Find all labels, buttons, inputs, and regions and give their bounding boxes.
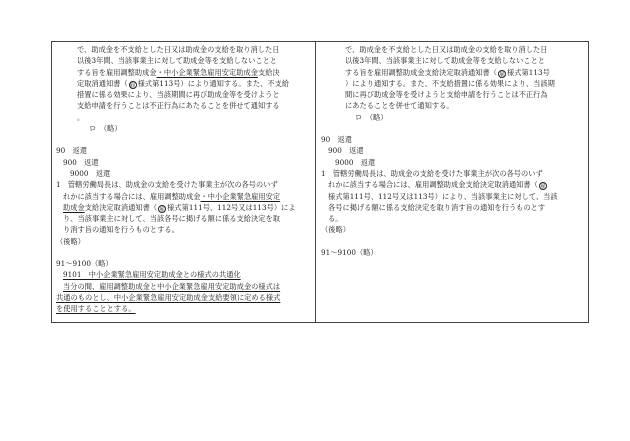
right-column-current xyxy=(316,42,588,322)
text-line xyxy=(56,191,315,202)
text-fragment: する旨を雇用調整助成金支給決定取消通知書（ xyxy=(345,67,497,77)
circled-char-icon: 雇 xyxy=(129,82,136,89)
text-fragment: 支給決 xyxy=(257,67,280,77)
heading-91-9100: 91～9100（略） xyxy=(321,247,378,257)
heading-900: 900 返還 xyxy=(63,157,99,167)
text-line: 共通のものとし、中小企業緊急雇用安定助成金支給要領に定める様式 xyxy=(56,292,281,302)
left-paragraph-notice xyxy=(52,44,315,134)
heading-90: 90 返還 xyxy=(321,135,352,145)
text-fragment: れかに該当する場合には、雇用調整助成金 xyxy=(63,191,201,201)
text-line: で、助成金を不支給とした日又は助成金の支給を取り消した日 xyxy=(77,45,280,54)
text-fragment: 様式第113号）により通知する。また、不支給 xyxy=(137,78,290,88)
heading-91-9100: 91～9100（略） xyxy=(56,259,113,269)
text-line: り、当該事業主に対して、当該各号に掲げる額に係る支給決定を取 xyxy=(63,214,280,224)
inserted-text: ・中小企業緊急雇用安定助成金 xyxy=(156,67,258,77)
text-line: り消す旨の通知を行うものとする。 xyxy=(63,225,179,235)
text-line xyxy=(77,67,315,78)
circled-char-icon: 雇 xyxy=(159,206,165,213)
text-line: 以後3年間、当該事業主に対して助成金等を支給しないことと xyxy=(345,56,546,66)
after-omitted: （後略） xyxy=(56,236,85,246)
heading-9000: 9000 返還 xyxy=(335,157,376,167)
text-fragment: 定取消通知書（ xyxy=(77,78,128,88)
text-line: 。 xyxy=(77,112,85,122)
heading-90: 90 返還 xyxy=(56,146,87,156)
text-line: る。 xyxy=(328,214,343,224)
heading-9000: 9000 返還 xyxy=(70,168,111,178)
after-omitted: （後略） xyxy=(321,225,350,235)
heading-900: 900 返還 xyxy=(328,146,364,156)
right-section-90 xyxy=(316,134,588,258)
text-line: 支給申請を行うことは不正行為にあたることを併せて通知する xyxy=(77,101,280,111)
item-ro: ロ （略） xyxy=(89,124,122,134)
text-line xyxy=(345,67,588,78)
text-fragment: する旨を雇用調整助成金 xyxy=(77,67,157,77)
text-fragment: 様式第111号、112号又は113号）によ xyxy=(167,202,296,212)
text-line: 1 管轄労働局長は、助成金の支給を受けた事業主が次の各号のいず xyxy=(56,180,278,190)
item-ro: ロ （略） xyxy=(355,112,388,122)
text-fragment: 様式第113号 xyxy=(507,67,550,77)
text-line: にあたることを併せて通知する。 xyxy=(345,101,454,111)
circled-char-icon: 雇 xyxy=(499,71,505,78)
text-line: 措置に係る効果により、当該期間に再び助成金等を受けようと xyxy=(77,90,280,100)
text-line: ）により通知する。また、不支給措置に係る効果により、当該期 xyxy=(345,78,555,88)
inserted-text: ・中小企業緊急雇用安定 xyxy=(200,191,281,201)
text-line xyxy=(321,179,588,190)
text-line: 様式第111号、112号又は113号）により、当該事業主に対して、当該 xyxy=(328,191,558,201)
text-line: を使用することとする。 xyxy=(56,304,136,314)
text-line: 1 管轄労働局長は、助成金の支給を受けた事業主が次の各号のいず xyxy=(321,168,543,178)
text-fragment: 支給決定取消通知書（ xyxy=(84,202,158,212)
text-line xyxy=(77,78,315,89)
heading-9101: 9101 中小企業緊急雇用安定助成金との様式の共通化 xyxy=(63,270,241,280)
text-line: 当分の間、雇用調整助成金と中小企業緊急雇用安定助成金の様式は xyxy=(63,281,281,291)
text-line: 各号に掲げる額に係る支給決定を取り消す旨の通知を行うものとす xyxy=(328,202,546,212)
text-line: 以後3年間、当該事業主に対して助成金等を支給しないことと xyxy=(77,56,278,66)
circled-char-icon: 雇 xyxy=(540,184,546,191)
inserted-text: 助成金 xyxy=(63,202,85,212)
text-line: 間に再び助成金等を受けようと支給申請を行うことは不正行為 xyxy=(345,90,548,100)
left-column-revised xyxy=(52,42,316,322)
text-fragment: れかに該当する場合には、雇用調整助成金支給決定取消通知書（ xyxy=(328,180,538,190)
left-section-90 xyxy=(52,145,315,314)
text-line xyxy=(56,202,315,213)
text-line: で、助成金を不支給とした日又は助成金の支給を取り消した日 xyxy=(345,45,548,54)
comparison-table xyxy=(51,41,589,323)
right-paragraph-notice xyxy=(316,44,588,123)
